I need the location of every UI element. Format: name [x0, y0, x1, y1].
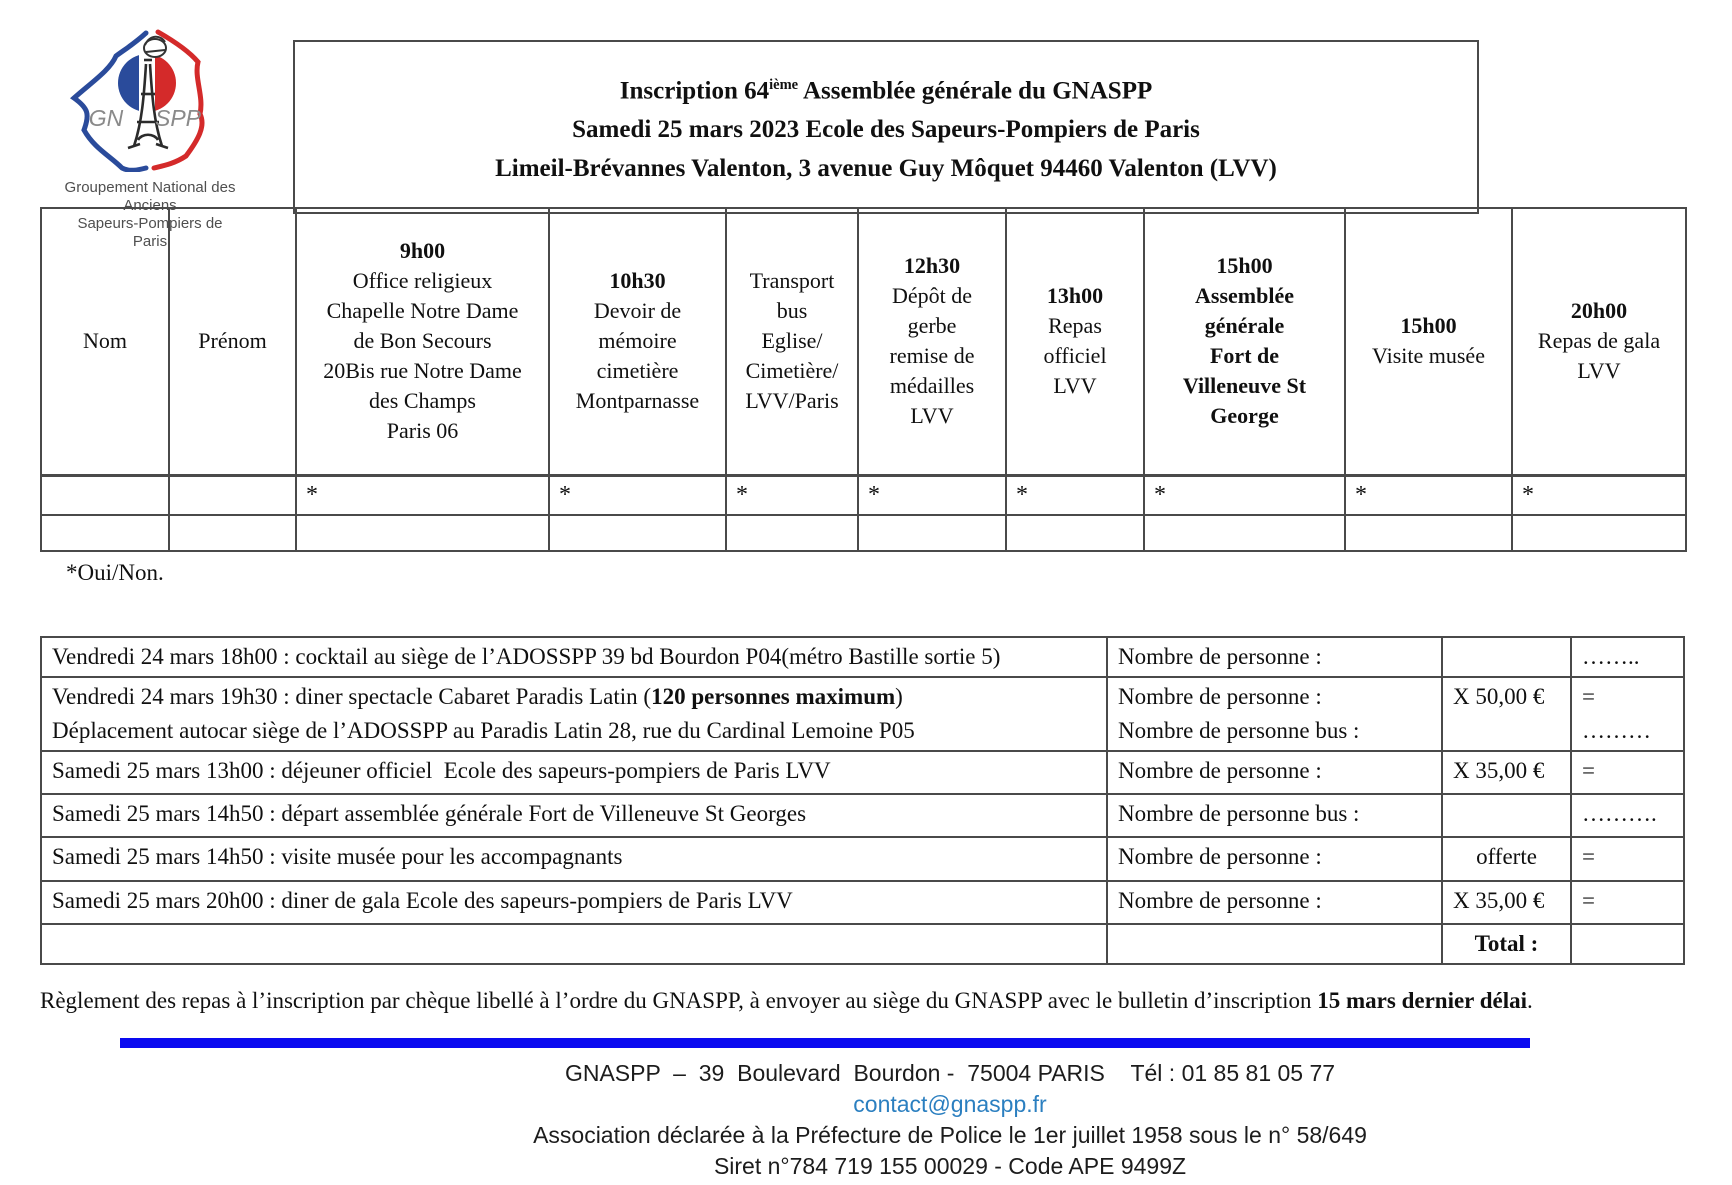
- schedule-header-line: gerbe: [907, 313, 957, 339]
- text-segment: Samedi 25 mars 14h50 : visite musée pour les accompagnants: [52, 844, 623, 869]
- event-description-cell: [41, 794, 1107, 837]
- text-segment: Inscription 64: [619, 77, 770, 105]
- person-count-cell: [1107, 837, 1442, 881]
- star-cell: *: [1512, 475, 1686, 515]
- amount-cell: [1571, 924, 1684, 964]
- amount-cell: [1571, 751, 1684, 794]
- schedule-header-line: Paris 06: [386, 418, 459, 444]
- unit-price-cell: [1442, 837, 1571, 881]
- schedule-header-line: Villeneuve St: [1182, 373, 1307, 399]
- oui-non-note: *Oui/Non.: [66, 560, 164, 585]
- price-text: X 35,00 €: [1453, 888, 1545, 913]
- text-segment: Règlement des repas à l’inscription par chèque libellé à l’ordre du GNASPP, à envoyer au siège du GNASPP avec le bulletin d’inscription: [40, 988, 1318, 1013]
- schedule-header-line: 20Bis rue Notre Dame: [323, 358, 522, 384]
- title-line3: Limeil-Brévannes Valenton, 3 avenue Guy Môquet 94460 Valenton (LVV): [495, 155, 1277, 183]
- star-cell: *: [726, 475, 858, 515]
- description-line: [52, 840, 1100, 874]
- booking-row: [41, 924, 1684, 964]
- schedule-entry-row: [41, 515, 1686, 551]
- booking-row: [41, 837, 1684, 881]
- star-cell: *: [296, 475, 549, 515]
- count-label: Nombre de personne :: [1118, 758, 1322, 783]
- schedule-header-line: de Bon Secours: [353, 328, 492, 354]
- logo-caption-line2: Sapeurs-Pompiers de Paris: [77, 215, 223, 250]
- text-segment: ième: [769, 76, 799, 93]
- schedule-header-line: Visite musée: [1372, 343, 1485, 369]
- amount-line: =: [1582, 684, 1595, 709]
- booking-row: [41, 881, 1684, 924]
- description-line: [52, 680, 1100, 714]
- text-segment: ): [895, 684, 903, 709]
- person-count-cell: [1107, 924, 1442, 964]
- amount-line: =: [1582, 758, 1595, 783]
- schedule-header-line: George: [1210, 403, 1279, 429]
- entry-blank-cell: [1345, 515, 1512, 551]
- count-label: Nombre de personne :: [1118, 684, 1322, 709]
- schedule-header-line: générale: [1204, 313, 1285, 339]
- amount-cell: [1571, 794, 1684, 837]
- blank-cell: [41, 475, 169, 515]
- footer-siret: Siret n°784 719 155 00029 - Code APE 9499Z: [713, 1153, 1187, 1179]
- text-segment: Samedi 25 mars 13h00 : déjeuner officiel Ecole des sapeurs-pompiers de Paris LVV: [52, 758, 831, 783]
- schedule-header-cell: [41, 208, 169, 475]
- unit-price-cell: [1442, 751, 1571, 794]
- person-count-cell: [1107, 751, 1442, 794]
- entry-blank-cell: [1006, 515, 1144, 551]
- schedule-header-line: Nom: [83, 328, 127, 354]
- entry-blank-cell: [1144, 515, 1345, 551]
- schedule-header-cell: [169, 208, 296, 475]
- count-label: Nombre de personne bus :: [1118, 718, 1360, 743]
- event-description-cell: [41, 924, 1107, 964]
- schedule-header-line: LVV: [1577, 358, 1621, 384]
- price-text: offerte: [1476, 844, 1537, 869]
- schedule-header-line: Montparnasse: [575, 388, 700, 414]
- title-line2: Samedi 25 mars 2023 Ecole des Sapeurs-Pompiers de Paris: [572, 116, 1200, 144]
- amount-line: =: [1582, 844, 1595, 869]
- text-segment: Vendredi 24 mars 19h30 : diner spectacle Cabaret Paradis Latin (: [52, 684, 652, 709]
- schedule-header-line: 12h30: [903, 253, 961, 279]
- schedule-header-line: Cimetière/: [745, 358, 839, 384]
- text-segment: .: [1527, 988, 1533, 1013]
- schedule-header-line: Devoir de: [593, 298, 682, 324]
- text-segment: Déplacement autocar siège de l’ADOSSPP au Paradis Latin 28, rue du Cardinal Lemoine P05: [52, 718, 915, 743]
- booking-row: [41, 637, 1684, 677]
- amount-line: ………: [1582, 718, 1651, 743]
- amount-cell: [1571, 677, 1684, 751]
- schedule-header-line: Assemblée: [1195, 283, 1294, 309]
- price-text: X 50,00 €: [1453, 684, 1545, 709]
- description-line: [52, 754, 1100, 788]
- booking-row: [41, 751, 1684, 794]
- unit-price-cell: [1442, 794, 1571, 837]
- schedule-header-line: cimetière: [596, 358, 679, 384]
- logo-caption-line1: Groupement National des Anciens: [64, 179, 236, 214]
- event-description-cell: [41, 881, 1107, 924]
- amount-cell: [1571, 881, 1684, 924]
- text-segment: Vendredi 24 mars 18h00 : cocktail au siège de l’ADOSSPP 39 bd Bourdon P04(métro Bastille sortie 5): [52, 644, 1001, 669]
- person-count-cell: [1107, 637, 1442, 677]
- schedule-header-line: Repas de gala: [1537, 328, 1661, 354]
- count-label: Nombre de personne :: [1118, 644, 1322, 669]
- schedule-header-line: Transport: [749, 268, 835, 294]
- person-count-cell: [1107, 881, 1442, 924]
- title-line1: [295, 66, 1477, 110]
- amount-line: ……..: [1582, 644, 1640, 669]
- schedule-header-line: LVV: [1053, 373, 1097, 399]
- unit-price-cell: [1442, 881, 1571, 924]
- booking-body: [41, 637, 1684, 964]
- schedule-star-row: [41, 475, 1686, 515]
- text-segment: 15 mars dernier délai: [1317, 988, 1528, 1013]
- france-map-logo: [62, 26, 238, 172]
- schedule-header-line: Prénom: [198, 328, 267, 354]
- schedule-header-line: Office religieux: [352, 268, 493, 294]
- schedule-header-line: officiel: [1043, 343, 1107, 369]
- event-description-cell: [41, 837, 1107, 881]
- schedule-header-cell: [549, 208, 726, 475]
- schedule-header-line: 13h00: [1046, 283, 1104, 309]
- schedule-header-line: 10h30: [609, 268, 666, 294]
- schedule-header-line: 15h00: [1400, 313, 1457, 339]
- price-text: Total :: [1474, 931, 1539, 956]
- star-cell: *: [1006, 475, 1144, 515]
- booking-row: [41, 677, 1684, 751]
- title-box: [293, 40, 1479, 214]
- description-line: [52, 797, 1100, 831]
- entry-blank-cell: [169, 515, 296, 551]
- entry-blank-cell: [1512, 515, 1686, 551]
- unit-price-cell: [1442, 677, 1571, 751]
- unit-price-cell: [1442, 924, 1571, 964]
- footer-association: Association déclarée à la Préfecture de Police le 1er juillet 1958 sous le n° 58/649: [533, 1122, 1367, 1148]
- logo-text-gn: GN: [88, 105, 124, 131]
- schedule-header-line: bus: [776, 298, 808, 324]
- schedule-header-line: Eglise/: [761, 328, 823, 354]
- text-segment: Samedi 25 mars 20h00 : diner de gala Ecole des sapeurs-pompiers de Paris LVV: [52, 888, 793, 913]
- event-description-cell: [41, 637, 1107, 677]
- schedule-header-line: Chapelle Notre Dame: [326, 298, 519, 324]
- schedule-header-line: médailles: [889, 373, 975, 399]
- entry-blank-cell: [858, 515, 1006, 551]
- entry-blank-cell: [41, 515, 169, 551]
- schedule-header-cell: [1512, 208, 1686, 475]
- person-count-cell: [1107, 794, 1442, 837]
- schedule-header-cell: [858, 208, 1006, 475]
- blue-divider-bar: [120, 1038, 1530, 1048]
- star-cell: *: [858, 475, 1006, 515]
- schedule-table: [40, 207, 1687, 552]
- amount-cell: [1571, 637, 1684, 677]
- event-description-cell: [41, 677, 1107, 751]
- footer-email-link[interactable]: contact@gnaspp.fr: [853, 1091, 1047, 1117]
- payment-instructions: [40, 988, 1700, 1014]
- star-cell: *: [1345, 475, 1512, 515]
- helmet-icon: [144, 37, 166, 57]
- count-label: Nombre de personne bus :: [1118, 801, 1360, 826]
- logo-text-spp: SPP: [154, 105, 202, 131]
- schedule-header-line: des Champs: [369, 388, 476, 414]
- count-label: Nombre de personne :: [1118, 888, 1322, 913]
- star-cell: *: [1144, 475, 1345, 515]
- schedule-header-line: 9h00: [399, 238, 446, 264]
- text-segment: 120 personnes maximum: [651, 684, 896, 709]
- count-label: Nombre de personne :: [1118, 844, 1322, 869]
- amount-line: ……….: [1582, 801, 1657, 826]
- schedule-header-cell: [1144, 208, 1345, 475]
- blank-cell: [169, 475, 296, 515]
- schedule-header-line: 20h00: [1570, 298, 1628, 324]
- amount-cell: [1571, 837, 1684, 881]
- booking-row: [41, 794, 1684, 837]
- unit-price-cell: [1442, 637, 1571, 677]
- price-text: X 35,00 €: [1453, 758, 1545, 783]
- schedule-header-line: LVV: [910, 403, 954, 429]
- footer-address: GNASPP – 39 Boulevard Bourdon - 75004 PARIS Tél : 01 85 81 05 77: [564, 1060, 1336, 1086]
- schedule-header-line: 15h00: [1216, 253, 1273, 279]
- schedule-header-cell: [296, 208, 549, 475]
- schedule-header-cell: [1006, 208, 1144, 475]
- schedule-header-cell: [726, 208, 858, 475]
- footer: [168, 1058, 1732, 1182]
- schedule-header-line: Dépôt de: [891, 283, 973, 309]
- event-description-cell: [41, 751, 1107, 794]
- schedule-header-line: LVV/Paris: [745, 388, 839, 414]
- schedule-header-line: mémoire: [598, 328, 677, 354]
- schedule-header-line: Repas: [1048, 313, 1102, 339]
- text-segment: Assemblée générale du GNASPP: [798, 77, 1153, 105]
- entry-blank-cell: [296, 515, 549, 551]
- schedule-header-line: Fort de: [1209, 343, 1280, 369]
- schedule-header-cell: [1345, 208, 1512, 475]
- description-line: [52, 640, 1100, 674]
- person-count-cell: [1107, 677, 1442, 751]
- entry-blank-cell: [549, 515, 726, 551]
- star-cell: *: [549, 475, 726, 515]
- schedule-header-line: remise de: [889, 343, 975, 369]
- schedule-header-row: [41, 208, 1686, 475]
- text-segment: Samedi 25 mars 14h50 : départ assemblée générale Fort de Villeneuve St Georges: [52, 801, 807, 826]
- description-line: [52, 884, 1100, 918]
- amount-line: =: [1582, 888, 1595, 913]
- description-line: [52, 714, 1100, 748]
- entry-blank-cell: [726, 515, 858, 551]
- booking-table: [40, 636, 1685, 965]
